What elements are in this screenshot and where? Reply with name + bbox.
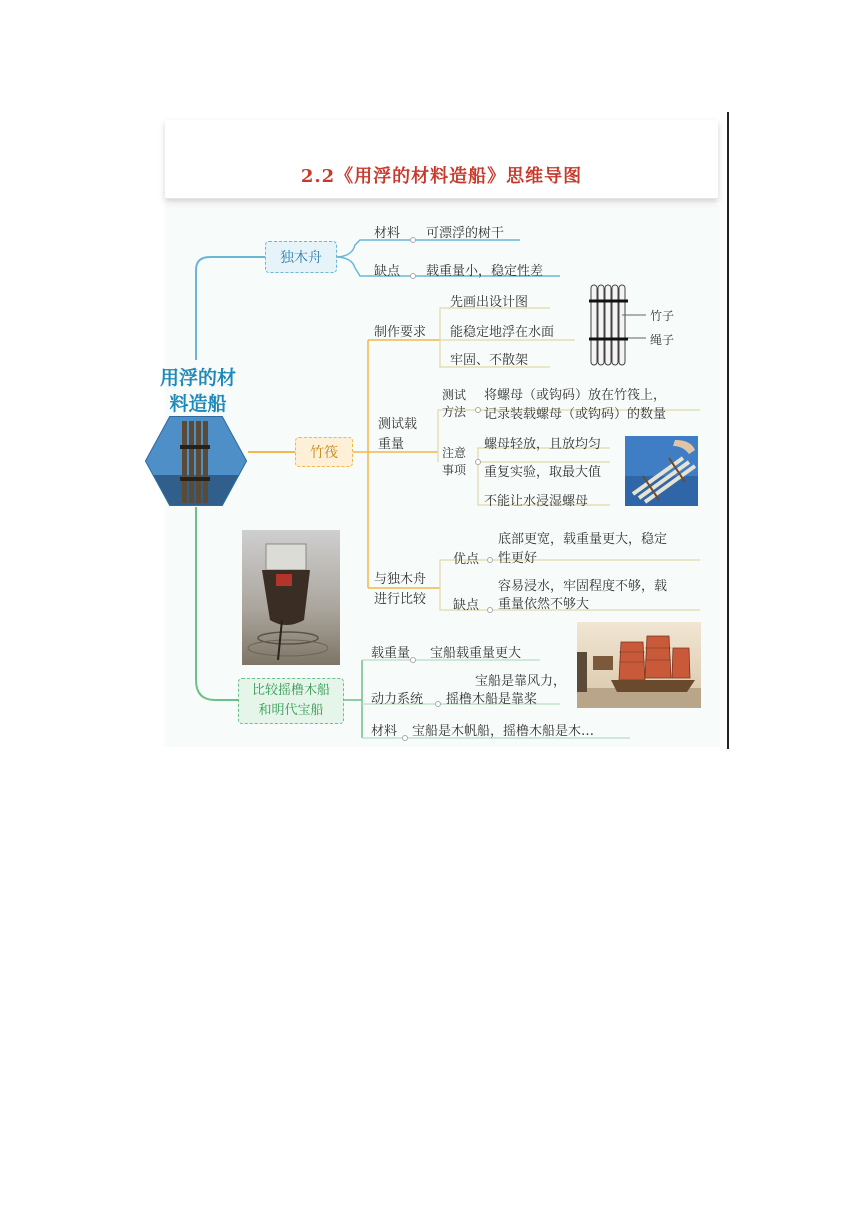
compare-key-line1: 与独木舟	[374, 572, 427, 587]
compare-key-line2: 进行比较	[374, 592, 427, 607]
bamboo-raft-diagram	[588, 283, 630, 367]
dugout-weakness-value: 载重量小，稳定性差	[426, 264, 544, 279]
notes-key-line2: 事项	[442, 463, 467, 477]
branch-bamboo-raft: 竹筏	[295, 437, 353, 467]
method-line2: 记录装载螺母（或钩码）的数量	[484, 407, 667, 422]
compare-boats-label-line1: 比较摇橹木船	[251, 683, 330, 698]
boats-load-key: 载重量	[371, 646, 411, 661]
ming-treasure-ship-image	[577, 622, 701, 708]
method-line1: 将螺母（或钩码）放在竹筏上，	[484, 388, 667, 403]
notes-item-3: 不能让水浸湿螺母	[484, 494, 589, 509]
center-topic-line2: 料造船	[169, 393, 227, 415]
branch-dugout-canoe: 独木舟	[265, 241, 337, 273]
making-item-2: 能稳定地浮在水面	[450, 325, 555, 340]
bamboo-raft-hexagon-image	[144, 415, 248, 507]
page-title: 2.2《用浮的材料造船》思维导图	[300, 166, 583, 187]
boats-material-key: 材料	[371, 724, 398, 739]
pros-line2: 性更好	[498, 551, 538, 566]
label-bamboo: 竹子	[650, 309, 675, 323]
raft-experiment-photo	[625, 436, 698, 506]
boats-load-value: 宝船载重量更大	[430, 646, 522, 661]
cons-line1: 容易浸水，牢固程度不够，载	[498, 579, 668, 594]
label-rope: 绳子	[650, 333, 675, 347]
dugout-weakness-key: 缺点	[374, 264, 401, 279]
center-topic	[148, 365, 248, 417]
cons-key: 缺点	[453, 598, 480, 613]
notes-item-1: 螺母轻放，且放均匀	[484, 437, 602, 452]
cons-line2: 重量依然不够大	[498, 597, 590, 612]
branch-compare-boats	[238, 678, 344, 724]
testing-key-line2: 重量	[378, 437, 405, 452]
making-item-1: 先画出设计图	[450, 295, 529, 310]
boats-power-key: 动力系统	[371, 692, 424, 707]
dugout-material-key: 材料	[374, 226, 401, 241]
making-requirements-key: 制作要求	[374, 325, 427, 340]
pros-key: 优点	[453, 552, 480, 567]
notes-key-line1: 注意	[442, 446, 467, 460]
method-key-line1: 测试	[442, 388, 467, 402]
pros-line1: 底部更宽，载重量更大，稳定	[498, 532, 668, 547]
dugout-material-value: 可漂浮的树干	[426, 226, 505, 241]
boats-material-value: 宝船是木帆船，摇橹木船是木…	[412, 724, 595, 739]
boats-power-line2: 摇橹木船是靠桨	[446, 692, 538, 707]
rowing-boat-photo	[242, 530, 340, 665]
compare-boats-label-line2: 和明代宝船	[258, 703, 324, 718]
testing-key-line1: 测试载	[378, 417, 418, 432]
method-key-line2: 方法	[442, 405, 467, 419]
making-item-3: 牢固、不散架	[450, 353, 529, 368]
notes-item-2: 重复实验，取最大值	[484, 465, 602, 480]
boats-power-line1: 宝船是靠风力，	[475, 674, 567, 689]
center-topic-line1: 用浮的材	[159, 367, 236, 389]
